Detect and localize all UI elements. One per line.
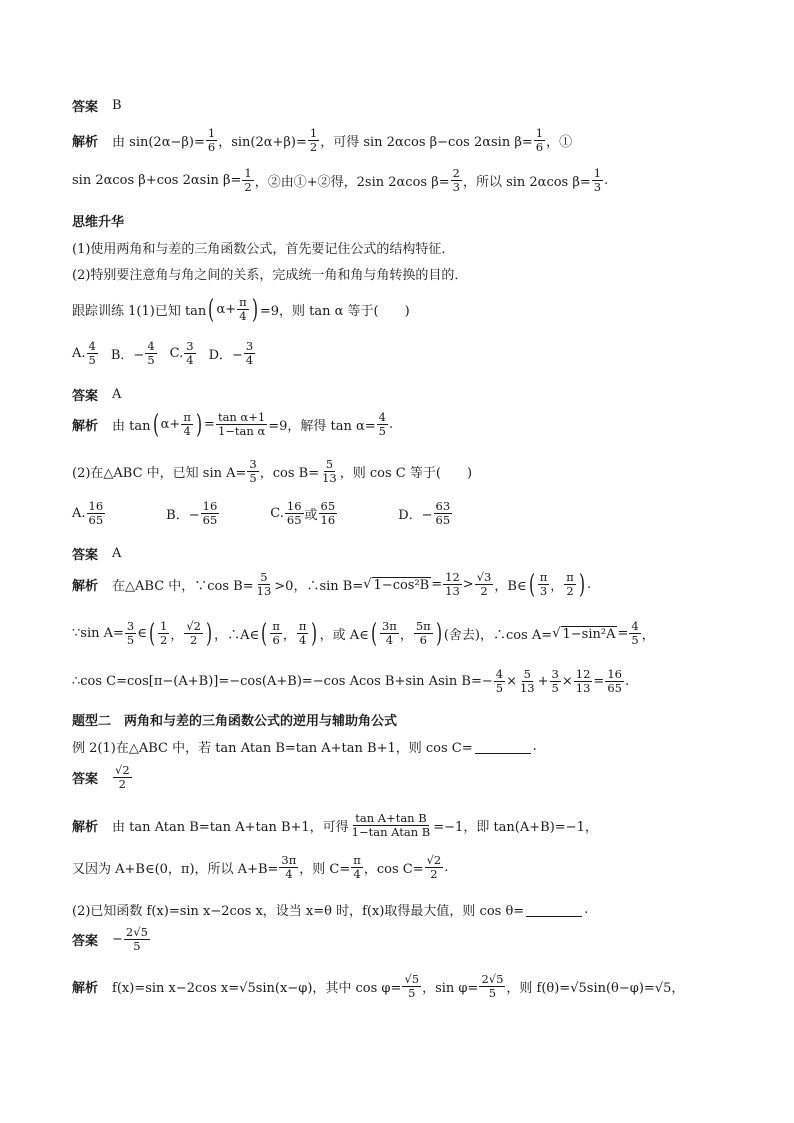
fraction: $\frac{3\pi}{4}$ (381, 619, 397, 648)
fraction: $\frac{65}{16}$ (320, 499, 336, 528)
fraction: $\frac{16}{65}$ (607, 667, 622, 696)
solution-text: ， (170, 628, 184, 644)
question-text: . (584, 902, 589, 917)
answer-label: 答案 (72, 772, 99, 788)
solution-text: ∵sin A= (72, 626, 124, 642)
answer-sign: − (112, 932, 123, 948)
fraction: $\frac{2√5}{5}$ (481, 972, 504, 1001)
solution-text: = (204, 417, 215, 433)
fraction: $\frac{5}{13}$ (256, 570, 272, 599)
solution-text: 由 tan (112, 419, 151, 435)
solution-text: . (389, 417, 394, 433)
fraction: $\frac{16}{65}$ (88, 499, 104, 528)
solution-text: 在△ABC 中，∵cos B= (112, 579, 254, 595)
solution-text: 由 tan Atan B=tan A+tan B+1，可得 (112, 820, 349, 836)
solution-line (72, 167, 608, 194)
fraction: $\frac{1}{6}$ (207, 126, 216, 155)
solution-text: . (587, 577, 592, 593)
solution-line (72, 973, 684, 1000)
right-paren: ) (578, 569, 585, 600)
solution-text: sin 2αcos β+cos 2αsin β= (72, 173, 242, 189)
solution-line (72, 571, 591, 598)
solution-text: ，B∈ (494, 579, 527, 595)
left-paren: ( (528, 569, 535, 600)
fraction: $\frac{\pi}{4}$ (183, 410, 191, 439)
fraction: $\frac{12}{13}$ (445, 570, 460, 599)
fraction: $\frac{1}{3}$ (593, 166, 602, 195)
solution-text: ，① (546, 135, 573, 151)
fraction: $\frac{3}{5}$ (551, 667, 559, 696)
option-c: C. (270, 506, 284, 522)
example-text: 例 2(1)在△ABC 中，若 tan Atan B=tan A+tan B+1，则 cos C= (72, 741, 473, 756)
solution-text: ， (399, 628, 413, 644)
fraction: $\frac{1}{2}$ (244, 166, 252, 195)
fraction: $\frac{4}{5}$ (495, 667, 504, 696)
right-paren: ) (195, 409, 203, 440)
solution-text: . (624, 674, 630, 690)
option-c-or: 或 (304, 508, 318, 524)
solution-text: × (561, 674, 573, 690)
answer-line-3 (72, 544, 121, 563)
fraction: $\frac{\text{tan α+1}}{\text{1−tan α}}$ (217, 410, 266, 439)
question-line (72, 900, 588, 919)
fraction: $\frac{\pi}{3}$ (539, 570, 548, 599)
option-a: A. (72, 346, 86, 362)
fraction: $\frac{1}{2}$ (309, 126, 318, 155)
left-paren: ( (370, 618, 377, 649)
right-paren: ) (251, 294, 258, 325)
fraction: $\frac{3}{4}$ (245, 339, 254, 368)
right-paren: ) (206, 618, 213, 649)
left-paren: ( (261, 618, 268, 649)
solution-text: (舍去)，∴cos A= (443, 628, 553, 644)
fraction: $\frac{\pi}{4}$ (298, 619, 307, 648)
solution-text: >0，∴sin B= (274, 579, 364, 595)
analysis-label: 解析 (72, 820, 99, 836)
solution-text: = (617, 626, 629, 642)
fraction: $\frac{4}{5}$ (88, 339, 96, 368)
solution-text: =−1，即 tan(A+B)=−1， (433, 820, 598, 836)
question-text: (2)在△ABC 中，已知 sin A= (72, 466, 247, 482)
solution-text: 又因为 A+B∈(0，π)，所以 A+B= (72, 862, 279, 878)
solution-text: f(x)=sin x−2cos x=√5sin(x−φ)，其中 cos φ= (112, 981, 402, 997)
fraction: $\frac{4}{5}$ (631, 619, 639, 648)
solution-text: ，或 A∈ (319, 628, 369, 644)
solution-text: ， (550, 579, 564, 595)
summary-point-2: (2)特别要注意角与角之间的关系，完成统一角和角与角转换的目的． (72, 268, 468, 283)
options-line (72, 340, 256, 367)
option-d: D．− (208, 348, 243, 364)
square-root: √ 1−sin²A (552, 625, 616, 642)
answer-line-1 (72, 96, 122, 115)
fraction: $\frac{16}{65}$ (202, 499, 218, 528)
solution-text: ，cos C= (363, 862, 424, 878)
option-d: D．− (398, 508, 433, 524)
fraction: $\frac{2√5}{5}$ (125, 925, 148, 954)
solution-text: . (444, 860, 449, 876)
solution-text: α+ (160, 417, 181, 433)
fraction: $\frac{2}{3}$ (452, 166, 460, 195)
solution-line (72, 620, 655, 647)
answer-blank (475, 739, 531, 754)
right-paren: ) (311, 618, 318, 649)
fraction: $\frac{√5}{5}$ (404, 972, 420, 1001)
section-title: 题型二 两角和与差的三角函数公式的逆用与辅助角公式 (72, 714, 398, 729)
answer-label: 答案 (72, 934, 99, 950)
solution-text: + (537, 674, 549, 690)
fraction: $\frac{√3}{2}$ (476, 570, 492, 599)
solution-text: ，②由①+②得，2sin 2αcos β= (254, 175, 450, 191)
square-root: √ 1−cos²B (363, 576, 430, 593)
solution-text: ，可得 sin 2αcos β−cos 2αsin β= (320, 135, 533, 151)
solution-text: = (593, 674, 605, 690)
answer-line-4 (72, 764, 133, 791)
solution-text: ∴cos C=cos[π−(A+B)]=−cos(A+B)=−cos Acos B+sin Asin B=− (72, 674, 493, 690)
fraction: $\frac{63}{65}$ (435, 499, 451, 528)
example-text: . (532, 739, 537, 754)
fraction: $\frac{√2}{2}$ (115, 763, 130, 792)
fraction: $\frac{√2}{2}$ (186, 619, 201, 648)
left-paren: ( (152, 409, 159, 440)
question-text: (2)已知函数 f(x)=sin x−2cos x，设当 x=θ 时，f(x)取得最大值，则 cos θ= (72, 904, 525, 919)
analysis-label: 解析 (72, 981, 99, 997)
solution-text: ∈ (137, 626, 147, 642)
solution-text: ，∴A∈ (214, 628, 260, 644)
solution-line (72, 411, 393, 438)
solution-text: = (431, 577, 443, 593)
solution-text: ，sin(2α+β)= (218, 135, 307, 151)
fraction: $\frac{5}{13}$ (322, 457, 337, 486)
solution-text: × (506, 674, 517, 690)
answer-value: B (112, 98, 122, 113)
question-text: =9，则 tan α 等于( ) (259, 304, 410, 320)
question-text: ，则 cos C 等于( ) (339, 466, 473, 482)
solution-text: 由 sin(2α−β)= (112, 135, 205, 151)
solution-line (72, 812, 598, 839)
answer-label: 答案 (72, 548, 99, 563)
fraction: $\frac{\pi}{4}$ (239, 295, 247, 324)
solution-line (72, 854, 448, 881)
solution-text: . (604, 173, 609, 189)
question-line (72, 296, 410, 323)
option-b: B．− (166, 508, 200, 524)
answer-value: A (112, 387, 122, 402)
question-text: α+ (216, 302, 237, 318)
options-line (72, 500, 453, 527)
answer-line-2 (72, 385, 121, 404)
fraction: $\frac{\pi}{6}$ (272, 619, 280, 648)
solution-line (72, 127, 572, 154)
fraction: $\frac{3\pi}{4}$ (281, 853, 297, 882)
left-paren: ( (148, 618, 155, 649)
fraction: $\frac{√2}{2}$ (426, 853, 442, 882)
fraction: $\frac{3}{5}$ (249, 457, 257, 486)
solution-text: ， (282, 628, 296, 644)
solution-text: > (462, 577, 474, 593)
answer-label: 答案 (72, 100, 99, 115)
fraction: $\frac{4}{5}$ (378, 410, 386, 439)
fraction: $\frac{4}{5}$ (147, 339, 155, 368)
fraction: $\frac{1}{2}$ (160, 619, 168, 648)
analysis-label: 解析 (72, 135, 99, 151)
fraction: $\frac{\text{tan A+tan B}}{\text{1−tan Atan B}}$ (351, 811, 431, 840)
analysis-label: 解析 (72, 419, 99, 435)
question-line (72, 458, 472, 485)
answer-line-5 (72, 926, 151, 953)
question-text: 跟踪训练 1(1)已知 tan (72, 304, 207, 320)
fraction: $\frac{5\pi}{6}$ (415, 619, 431, 648)
question-text: ，cos B= (259, 466, 320, 482)
right-paren: ) (435, 618, 442, 649)
solution-line (72, 668, 629, 695)
solution-text: ， (641, 628, 655, 644)
answer-label: 答案 (72, 389, 99, 404)
summary-point-1: (1)使用两角和与差的三角函数公式，首先要记住公式的结构特征． (72, 242, 455, 257)
fraction: $\frac{3}{5}$ (126, 619, 135, 648)
fraction: $\frac{5}{13}$ (519, 667, 535, 696)
solution-text: ，sin φ= (422, 981, 479, 997)
analysis-label: 解析 (72, 579, 99, 595)
answer-blank (526, 902, 582, 917)
answer-value: A (112, 546, 122, 561)
option-a: A. (72, 506, 86, 522)
fraction: $\frac{\pi}{2}$ (566, 570, 574, 599)
solution-text: ，则 C= (299, 862, 351, 878)
solution-text: ，则 f(θ)=√5sin(θ−φ)=√5， (506, 981, 685, 997)
left-paren: ( (208, 294, 215, 325)
fraction: $\frac{\pi}{4}$ (353, 853, 361, 882)
option-c: C. (169, 346, 184, 362)
summary-title: 思维升华 (72, 215, 125, 230)
fraction: $\frac{16}{65}$ (286, 499, 302, 528)
option-b: B．− (110, 348, 145, 364)
solution-text: =9，解得 tan α= (268, 419, 376, 435)
fraction: $\frac{3}{4}$ (186, 339, 194, 368)
fraction: $\frac{12}{13}$ (575, 667, 591, 696)
fraction: $\frac{1}{6}$ (535, 126, 544, 155)
example-line (72, 737, 537, 756)
solution-text: ，所以 sin 2αcos β= (462, 175, 591, 191)
